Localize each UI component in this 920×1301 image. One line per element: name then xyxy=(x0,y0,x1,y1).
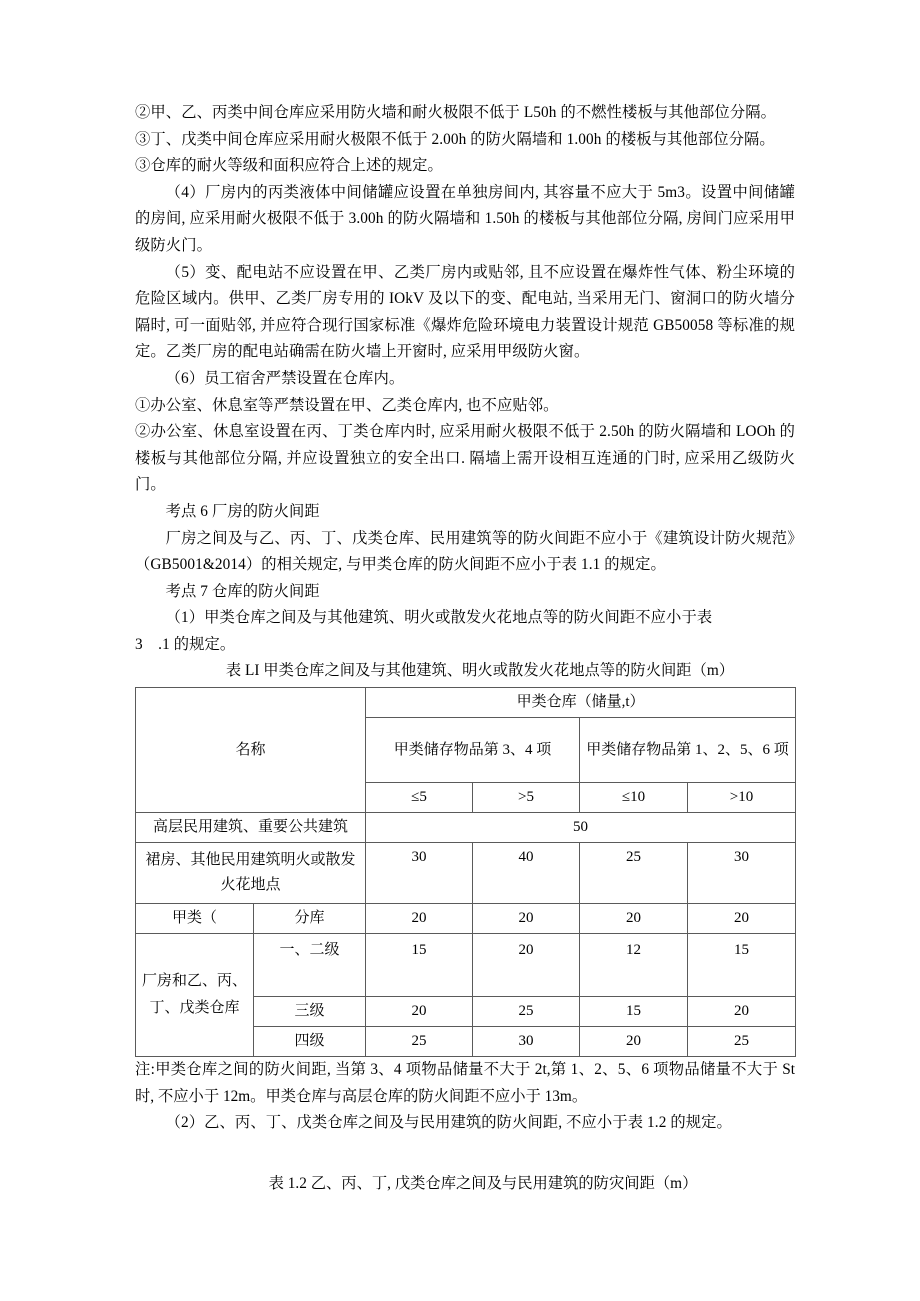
vertical-spacer xyxy=(135,1137,795,1171)
row-value-2-1: 20 xyxy=(473,904,580,934)
table-row-group-header xyxy=(136,688,796,718)
row-label-0: 高层民用建筑、重要公共建筑 xyxy=(136,813,366,843)
row-value-4-1: 25 xyxy=(473,997,580,1027)
header-cell-sub-right: 甲类储存物品第 1、2、5、6 项 xyxy=(580,718,796,783)
row-value-2-2: 20 xyxy=(580,904,688,934)
row-value-1-0: 30 xyxy=(366,843,473,904)
row-value-2-0: 20 xyxy=(366,904,473,934)
table1-note: 注:甲类仓库之间的防火间距, 当第 3、4 项物品储量不大于 2t,第 1、2、5、6 项物品储量不大于 St 时, 不应小于 12m。甲类仓库与高层仓库的防火间距不应小于 13m。 xyxy=(135,1061,795,1105)
header-cell-qty-1: >5 xyxy=(473,783,580,813)
table2-caption: 表 1.2 乙、丙、丁, 戊类仓库之间及与民用建筑的防灾间距（m） xyxy=(268,1174,698,1192)
row-value-4-0: 20 xyxy=(366,997,473,1027)
table-row xyxy=(136,934,796,997)
table-row xyxy=(136,904,796,934)
row-value-3-0: 15 xyxy=(366,934,473,997)
row-sublabel-4: 三级 xyxy=(254,997,366,1027)
row-value-5-1: 30 xyxy=(473,1027,580,1057)
table-row xyxy=(136,813,796,843)
row-sublabel-2: 分库 xyxy=(254,904,366,934)
row-sublabel-3: 一、二级 xyxy=(254,934,366,997)
paragraph-5: （5）变、配电站不应设置在甲、乙类厂房内或贴邻, 且不应设置在爆炸性气体、粉尘环境的危险区域内。供甲、乙类厂房专用的 IOkV 及以下的变、配电站, 当采用无门、窗洞口的防火墙分隔时, 可一面贴邻, 并应符合现行国家标准《爆炸危险环境电力装置设计规范 GB50058 等标准的规定。乙类厂房的配电站确需在防火墙上开窗时, 应采用甲级防火窗。 xyxy=(135,263,795,361)
row-value-1-1: 40 xyxy=(473,843,580,904)
paragraph-8: ②办公室、休息室设置在丙、丁类仓库内时, 应采用耐火极限不低于 2.50h 的防火隔墙和 LOOh 的楼板与其他部位分隔, 并应设置独立的安全出口. 隔墙上需开设相互连通的门时, 应采用乙级防火门。 xyxy=(135,423,795,494)
row-value-0-0: 50 xyxy=(366,813,796,843)
paragraph-13: 3 .1 的规定。 xyxy=(135,635,236,653)
row-value-1-3: 30 xyxy=(688,843,796,904)
row-value-4-3: 20 xyxy=(688,997,796,1027)
paragraph-2: ③丁、戊类中间仓库应采用耐火极限不低于 2.00h 的防火隔墙和 1.00h 的楼板与其他部位分隔。 xyxy=(135,130,775,148)
page-content xyxy=(135,100,795,1197)
header-cell-sub-left: 甲类储存物品第 3、4 项 xyxy=(366,718,580,783)
row-value-3-3: 15 xyxy=(688,934,796,997)
paragraph-7: ①办公室、休息室等严禁设置在甲、乙类仓库内, 也不应贴邻。 xyxy=(135,396,559,414)
paragraph-6: （6）员工宿舍严禁设置在仓库内。 xyxy=(165,369,405,387)
header-cell-qty-0: ≤5 xyxy=(366,783,473,813)
row-value-4-2: 15 xyxy=(580,997,688,1027)
row-sublabel-5: 四级 xyxy=(254,1027,366,1057)
header-cell-qty-3: >10 xyxy=(688,783,796,813)
paragraph-after-note: （2）乙、丙、丁、戊类仓库之间及与民用建筑的防火间距, 不应小于表 1.2 的规定。 xyxy=(165,1114,732,1132)
table1-container xyxy=(135,687,795,1057)
row-label-2: 甲类（ xyxy=(136,904,254,934)
fire-distance-table xyxy=(135,687,796,1057)
row-value-5-2: 20 xyxy=(580,1027,688,1057)
table1-caption: 表 LI 甲类仓库之间及与其他建筑、明火或散发火花地点等的防火间距（m） xyxy=(225,662,735,680)
row-value-1-2: 25 xyxy=(580,843,688,904)
paragraph-9-heading: 考点 6 厂房的防火间距 xyxy=(165,502,320,520)
paragraph-1: ②甲、乙、丙类中间仓库应采用防火墙和耐火极限不低于 L50h 的不燃性楼板与其他部位分隔。 xyxy=(135,104,777,121)
paragraph-4: （4）厂房内的丙类液体中间储罐应设置在单独房间内, 其容量不应大于 5m3。设置中间储罐的房间, 应采用耐火极限不低于 3.00h 的防火隔墙和 1.50h 的楼板与其他部位分隔, 房间门应采用甲级防火门。 xyxy=(135,183,795,254)
row-value-5-3: 25 xyxy=(688,1027,796,1057)
table-row xyxy=(136,843,796,904)
header-cell-qty-2: ≤10 xyxy=(580,783,688,813)
row-label-1: 裙房、其他民用建筑明火或散发火花地点 xyxy=(136,843,366,904)
paragraph-11-heading: 考点 7 仓库的防火间距 xyxy=(165,582,320,600)
header-cell-group: 甲类仓库（储量,t） xyxy=(366,688,796,718)
paragraph-3: ③仓库的耐火等级和面积应符合上述的规定。 xyxy=(135,157,443,175)
row-value-2-3: 20 xyxy=(688,904,796,934)
row-value-3-1: 20 xyxy=(473,934,580,997)
paragraph-12: （1）甲类仓库之间及与其他建筑、明火或散发火花地点等的防火间距不应小于表 xyxy=(165,609,713,627)
row-value-3-2: 12 xyxy=(580,934,688,997)
row-label-3: 厂房和乙、丙、丁、戊类仓库 xyxy=(136,934,254,1057)
header-cell-name: 名称 xyxy=(136,688,366,813)
paragraph-10: 厂房之间及与乙、丙、丁、戊类仓库、民用建筑等的防火间距不应小于《建筑设计防火规范》（GB5001&2014）的相关规定, 与甲类仓库的防火间距不应小于表 1.1 的规定。 xyxy=(135,529,795,574)
row-value-5-0: 25 xyxy=(366,1027,473,1057)
